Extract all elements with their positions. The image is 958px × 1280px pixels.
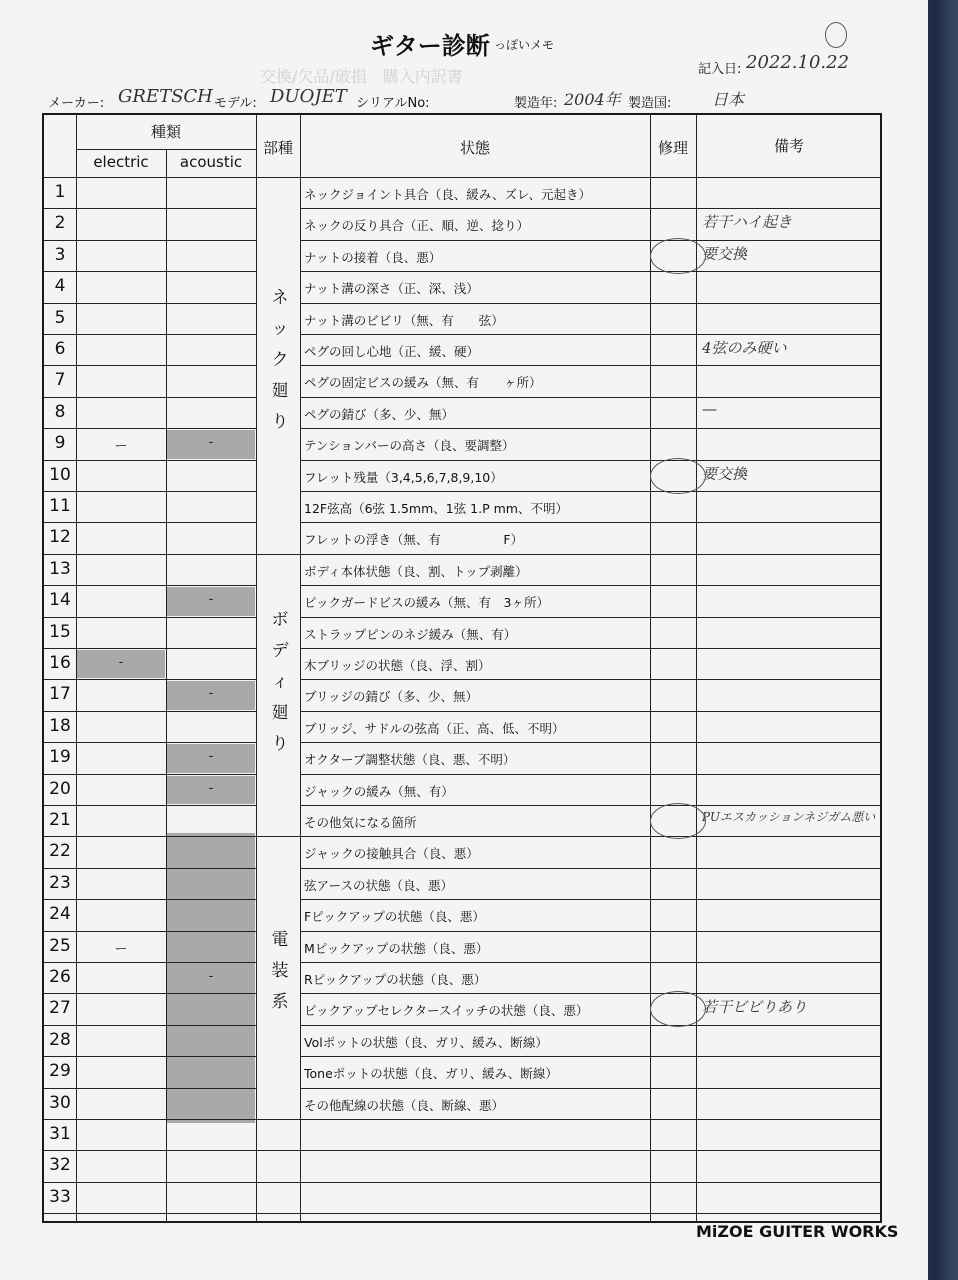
diagnosis-table (42, 113, 882, 1223)
row-divider (300, 899, 880, 900)
acoustic-mark: - (208, 780, 214, 796)
repair-circle-mark (650, 238, 706, 274)
row-divider (44, 774, 256, 775)
condition-text: Fピックアップの状態（良、悪） (304, 909, 485, 925)
row-number: 28 (49, 1029, 71, 1050)
row-divider (44, 460, 256, 461)
header-sub-divider (76, 149, 256, 150)
row-number: 25 (49, 935, 71, 956)
row-divider (44, 491, 256, 492)
entry-date-value: 2022.10.22 (746, 52, 850, 73)
row-divider (44, 931, 256, 932)
row-divider (44, 899, 256, 900)
section-char: ク (271, 350, 289, 370)
row-divider (44, 554, 880, 555)
col-divider (696, 115, 697, 1221)
row-divider (300, 1025, 880, 1026)
row-divider (300, 774, 880, 775)
remark-note: 若干ビビりあり (702, 998, 808, 1017)
condition-text: 12F弦高（6弦 1.5mm、1弦 1.P mm、不明） (304, 501, 568, 516)
repair-circle-mark (650, 803, 706, 839)
row-divider (44, 679, 256, 680)
row-number: 22 (49, 841, 71, 862)
sheet-title-sub: っぽいメモ (494, 38, 555, 52)
section-char: 装 (271, 961, 289, 981)
row-divider (300, 240, 880, 241)
row-divider (44, 617, 256, 618)
acoustic-mark: - (208, 969, 214, 984)
row-number: 15 (49, 621, 71, 642)
row-divider (44, 428, 256, 429)
row-divider (300, 491, 880, 492)
condition-text: テンションバーの高さ（良、要調整） (304, 438, 515, 454)
condition-text: ブリッジ、サドルの弦高（正、高、低、不明） (304, 720, 565, 736)
row-number: 10 (49, 464, 71, 485)
condition-text: ストラップピンのネジ緩み（無、有） (304, 626, 517, 642)
acoustic-mark: - (208, 749, 214, 765)
row-number: 7 (54, 370, 66, 391)
row-divider (44, 397, 256, 398)
section-char: ィ (271, 672, 289, 692)
entry-date-label: 記入日: (698, 62, 742, 77)
acoustic-header: acoustic (179, 153, 243, 171)
row-number: 6 (54, 339, 66, 359)
row-divider (44, 208, 256, 209)
section-char: 廻 (271, 381, 289, 401)
section-char: り (271, 734, 289, 754)
row-divider (300, 271, 880, 272)
col-divider (650, 115, 651, 1221)
row-number: 14 (49, 590, 71, 611)
footer-brand: MiZOE GUITER WORKS (696, 1222, 899, 1241)
condition-text: ピックアップセレクタースイッチの状態（良、悪） (304, 1003, 589, 1019)
section-char: ッ (271, 319, 289, 339)
country-value: 日本 (712, 90, 745, 109)
section-char: り (271, 412, 289, 432)
remark-note: — (702, 399, 717, 418)
row-divider (300, 208, 880, 209)
section-char: 系 (271, 992, 289, 1012)
row-divider (300, 397, 880, 398)
row-divider (44, 334, 256, 335)
row-divider (300, 522, 880, 523)
year-value: 2004年 (564, 90, 621, 109)
row-number: 4 (54, 276, 66, 297)
remark-note: 要交換 (702, 244, 748, 263)
row-number: 30 (49, 1092, 71, 1113)
row-divider (44, 1213, 880, 1214)
circle-mark (825, 22, 847, 48)
condition-text: ペグの固定ビスの緩み（無、有 ヶ所） (304, 375, 542, 391)
condition-text: ピックガードビスの緩み（無、有 3ヶ所） (304, 595, 549, 611)
show-through-text: 交換/欠品/破損 購入内訳書 (260, 67, 463, 86)
row-divider (300, 931, 880, 932)
condition-text: ブリッジの錆び（多、少、無） (304, 689, 479, 705)
row-number: 23 (49, 872, 71, 893)
row-number: 2 (54, 213, 66, 234)
row-divider (44, 962, 256, 963)
model-value: DUOJET (270, 86, 347, 107)
row-number: 17 (49, 684, 71, 705)
row-divider (300, 585, 880, 586)
acoustic-mark: - (208, 592, 214, 608)
header-divider (44, 177, 880, 178)
row-divider (300, 617, 880, 618)
row-divider (300, 334, 880, 335)
electric-header: electric (93, 153, 149, 171)
row-divider (300, 365, 880, 366)
condition-text: オクターブ調整状態（良、悪、不明） (304, 752, 516, 768)
row-divider (300, 805, 880, 806)
remark-note: PUエスカッションネジガム悪い (702, 810, 876, 824)
row-divider (300, 711, 880, 712)
col-divider (256, 115, 257, 1221)
row-number: 3 (54, 244, 66, 265)
acoustic-mark: - (208, 686, 214, 702)
condition-text: Mピックアップの状態（良、悪） (304, 940, 489, 956)
condition-text: ジャックの緩み（無、有） (304, 783, 454, 799)
section-body (258, 605, 302, 760)
row-divider (300, 303, 880, 304)
acoustic-mark: - (208, 435, 214, 451)
row-divider (44, 1056, 256, 1057)
section-neck (258, 283, 302, 438)
condition-text: 弦アースの状態（良、悪） (304, 877, 454, 893)
section-char: ネ (271, 288, 289, 308)
row-divider (44, 1150, 880, 1151)
row-number: 18 (49, 715, 71, 736)
section-char: ボ (271, 610, 289, 630)
part-header: 部種 (262, 139, 293, 157)
row-number: 16 (49, 653, 71, 673)
row-divider (300, 648, 880, 649)
row-number: 11 (49, 496, 71, 516)
row-divider (44, 303, 256, 304)
row-divider (300, 1088, 880, 1089)
row-number: 20 (49, 778, 71, 799)
condition-text: ジャックの接触具合（良、悪） (304, 846, 479, 862)
row-divider (44, 711, 256, 712)
row-divider (44, 271, 256, 272)
condition-text: ナットの接着（良、悪） (304, 249, 442, 265)
type-header: 種類 (150, 123, 181, 141)
row-divider (44, 1025, 256, 1026)
condition-text: ペグの回し心地（正、緩、硬） (304, 344, 480, 359)
year-label: 製造年: (514, 96, 558, 111)
condition-text: Rピックアップの状態（良、悪） (304, 972, 487, 987)
row-divider (44, 1182, 880, 1183)
row-number: 13 (49, 558, 71, 579)
electric-mark: - (118, 655, 124, 670)
repair-circle-mark (650, 458, 706, 494)
row-number: 29 (49, 1061, 71, 1082)
row-divider (300, 460, 880, 461)
sheet-title: ギター診断 (370, 32, 490, 60)
row-number: 1 (54, 182, 66, 202)
section-char: デ (271, 641, 289, 661)
condition-header: 状態 (459, 139, 490, 157)
row-number: 19 (49, 747, 71, 768)
repair-circle-mark (650, 991, 706, 1027)
row-number: 8 (54, 401, 66, 422)
remark-note: 要交換 (702, 464, 748, 483)
electric-mark: ー (114, 941, 128, 957)
row-divider (44, 240, 256, 241)
model-label: モデル: (214, 96, 257, 111)
condition-text: ボディ本体状態（良、割、トップ剥離） (304, 563, 528, 579)
maker-value: GRETSCH (118, 86, 213, 107)
row-divider (300, 679, 880, 680)
row-divider (44, 742, 256, 743)
condition-text: その他気になる箇所 (304, 815, 417, 830)
remarks-header: 備考 (773, 137, 804, 155)
condition-text: フレット残量（3,4,5,6,7,8,9,10） (304, 469, 503, 485)
row-divider (44, 805, 256, 806)
section-char: 電 (271, 930, 289, 950)
condition-text: ペグの錆び（多、少、無） (304, 406, 455, 422)
row-number: 24 (49, 904, 71, 925)
row-number: 12 (49, 527, 71, 548)
condition-text: Toneポットの状態（良、ガリ、緩み、断線） (304, 1066, 558, 1082)
row-number: 5 (54, 307, 66, 328)
condition-text: ナット溝の深さ（正、深、浅） (304, 281, 479, 297)
electric-mark: ー (114, 439, 128, 455)
row-divider (44, 836, 880, 837)
row-divider (44, 1119, 880, 1120)
condition-text: Volポットの状態（良、ガリ、緩み、断線） (304, 1034, 548, 1050)
row-divider (44, 868, 256, 869)
repair-header: 修理 (657, 139, 688, 157)
condition-text: 木ブリッジの状態（良、浮、割） (304, 658, 491, 673)
condition-text: ネックの反り具合（正、順、逆、捻り） (304, 218, 530, 234)
row-divider (44, 993, 256, 994)
row-divider (44, 585, 256, 586)
maker-label: メーカー: (48, 96, 105, 111)
row-divider (44, 365, 256, 366)
row-divider (44, 648, 256, 649)
row-divider (44, 1088, 256, 1089)
section-char: 廻 (271, 703, 289, 723)
remark-note: 若干ハイ起き (702, 213, 793, 232)
row-divider (300, 868, 880, 869)
remark-note: 4弦のみ硬い (702, 339, 787, 357)
row-divider (300, 1056, 880, 1057)
row-number: 33 (49, 1186, 71, 1207)
row-number: 31 (49, 1124, 71, 1144)
row-number: 32 (49, 1155, 71, 1176)
row-number: 21 (49, 810, 71, 830)
row-divider (300, 428, 880, 429)
row-number: 26 (49, 967, 71, 987)
row-divider (300, 993, 880, 994)
row-divider (300, 962, 880, 963)
row-number: 9 (54, 433, 66, 454)
serial-label: シリアルNo: (356, 96, 430, 111)
condition-text: フレットの浮き（無、有 F） (304, 532, 524, 548)
row-divider (300, 742, 880, 743)
condition-text: ネックジョイント具合（良、緩み、ズレ、元起き） (304, 187, 592, 202)
row-divider (44, 522, 256, 523)
row-number: 27 (49, 998, 71, 1019)
condition-text: その他配線の状態（良、断線、悪） (304, 1097, 505, 1113)
country-label: 製造国: (628, 96, 672, 111)
section-electrical (258, 925, 302, 1018)
condition-text: ナット溝のビビリ（無、有 弦） (304, 312, 504, 328)
